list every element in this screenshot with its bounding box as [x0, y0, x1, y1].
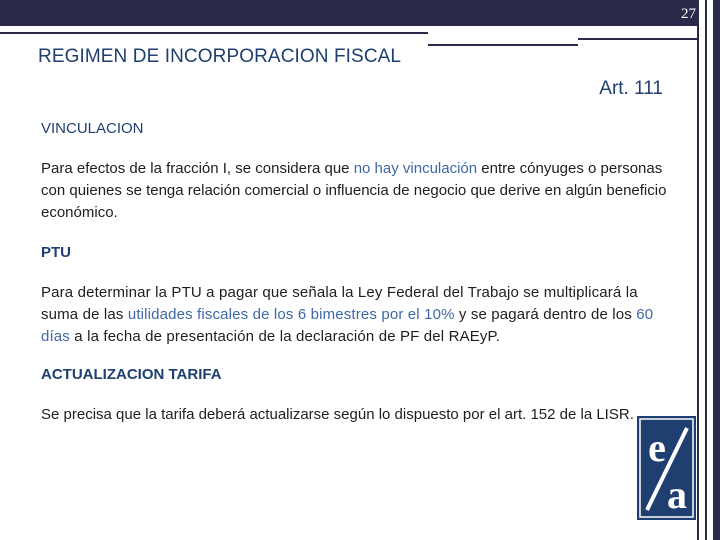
section-heading: PTU — [41, 244, 71, 261]
paragraph-text: y se pagará dentro de los — [454, 306, 637, 323]
slide-content — [41, 120, 681, 426]
frame-bar — [697, 0, 699, 540]
article-reference: Art. 111 — [599, 78, 663, 99]
section-paragraph: Se precisa que la tarifa deberá actualizarse según lo dispuesto por el art. 152 de la LISR. — [41, 406, 634, 423]
paragraph-text: Para efectos de la fracción I, se considera que — [41, 160, 354, 177]
paragraph-text: Para determinar la PTU a pagar que señala la Ley Federal del Trabajo se multiplicará la suma de las — [41, 284, 638, 323]
section-vinculacion — [41, 120, 681, 224]
paragraph-text: a la fecha de presentación de la declaración de PF del RAEyP. — [69, 328, 501, 345]
section-paragraph — [41, 282, 671, 348]
highlighted-text: utilidades fiscales de los — [127, 306, 298, 323]
slide-title: REGIMEN DE INCORPORACION FISCAL — [38, 46, 402, 67]
section-ptu — [41, 244, 681, 348]
title-rule — [428, 44, 578, 46]
highlighted-text: no hay vinculación — [353, 160, 478, 177]
section-paragraph — [41, 158, 671, 224]
section-heading: VINCULACION — [41, 120, 144, 137]
section-actualizacion — [41, 366, 681, 426]
highlighted-text: bimestres por el — [306, 306, 425, 323]
logo-icon — [637, 416, 696, 520]
page-number: 27 — [681, 6, 696, 22]
paragraph-text: entre cónyuges o personas con quienes se tenga relación comercial o influencia de negocio que derive en algún beneficio económico. — [41, 160, 667, 221]
highlighted-text: 6 — [297, 306, 307, 323]
highlighted-text: 60 días — [41, 306, 654, 345]
frame-bar — [713, 0, 720, 540]
section-heading: ACTUALIZACION TARIFA — [41, 366, 222, 383]
logo-letter-e: e — [648, 425, 666, 470]
highlighted-text: 10% — [424, 306, 455, 323]
right-frame — [697, 0, 720, 540]
logo-letter-a: a — [667, 472, 687, 517]
logo — [637, 416, 696, 520]
title-rule — [578, 38, 697, 40]
top-bar — [0, 0, 697, 26]
frame-bar — [705, 0, 707, 540]
title-rule — [0, 32, 428, 34]
